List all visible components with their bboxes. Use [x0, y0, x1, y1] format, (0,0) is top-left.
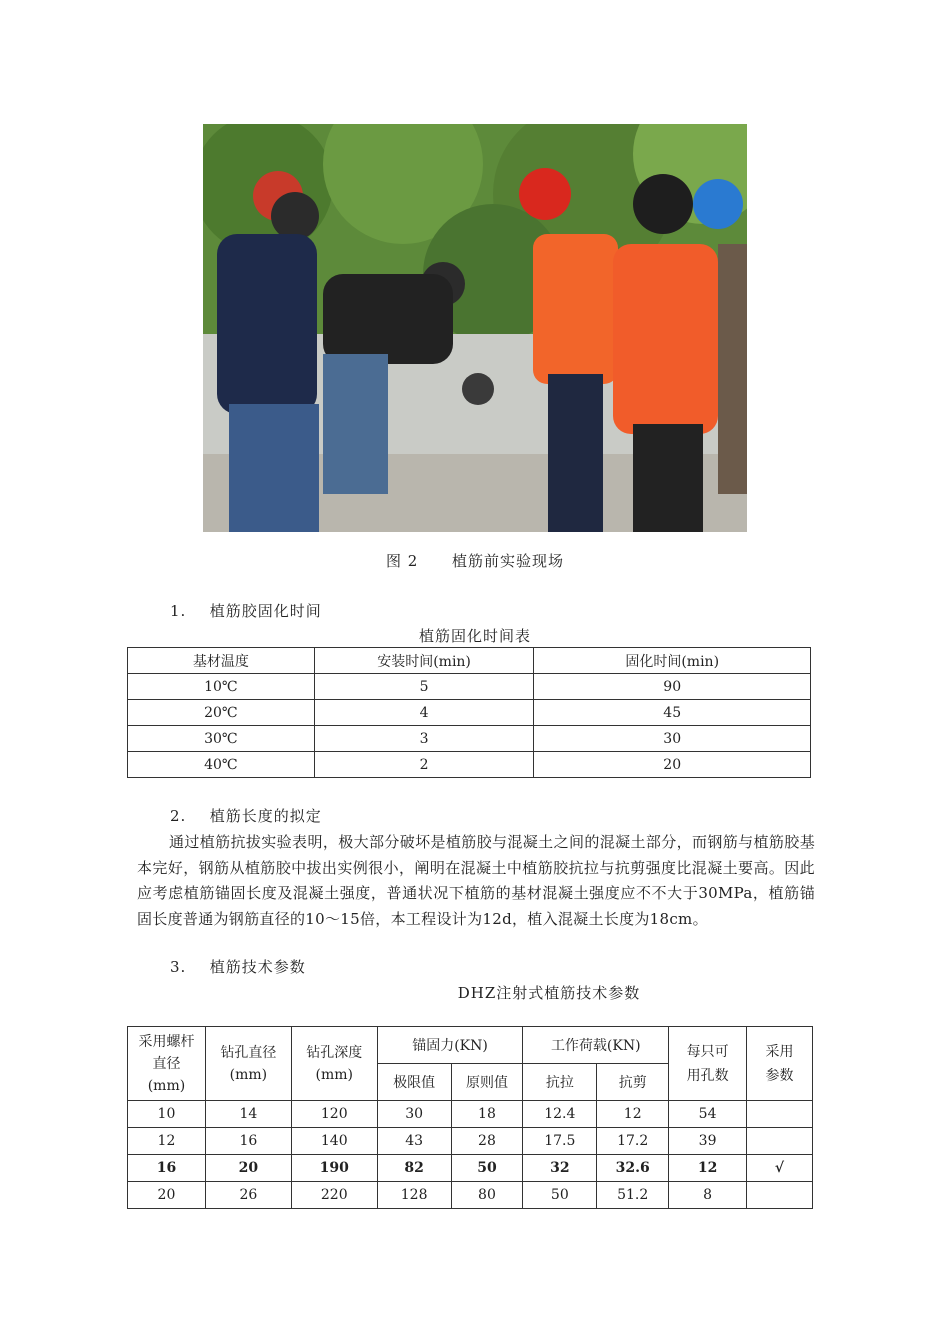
header-tension: 抗拉	[523, 1064, 597, 1101]
section-2-paragraph: 通过植筋抗拔实验表明，极大部分破坏是植筋胶与混凝土之间的混凝土部分，而钢筋与植筋胶基本完好，钢筋从植筋胶中拔出实例很小，阐明在混凝土中植筋胶抗拉与抗剪强度比混凝土要高。因此应考虑植筋锚固长度及混凝土强度，普通状况下植筋的基材混凝土强度应不不大于30MPa，植筋锚固长度普通为钢筋直径的10～15倍，本工程设计为12d，植入混凝土长度为18cm。	[137, 833, 815, 928]
table-cell: 43	[377, 1128, 451, 1155]
table-cell: 39	[669, 1128, 747, 1155]
table-row	[128, 674, 811, 700]
figure-number: 图 2	[385, 552, 419, 570]
table-cell: 50	[523, 1182, 597, 1209]
table-row	[128, 1128, 813, 1155]
section-2-number: 2.	[170, 807, 187, 825]
header-holes-per-unit: 每只可用孔数	[669, 1027, 747, 1101]
table-cell: 26	[205, 1182, 291, 1209]
table-header-row	[128, 648, 811, 674]
tech-table-title: DHZ注射式植筋技术参数	[457, 984, 641, 1002]
table-cell	[747, 1101, 813, 1128]
table-header-row	[128, 1027, 813, 1064]
table-cell: 3	[314, 726, 534, 752]
table-row	[128, 700, 811, 726]
table-row	[128, 752, 811, 778]
table-cell: 82	[377, 1155, 451, 1182]
header-drill-diameter: 钻孔直径(mm)	[205, 1027, 291, 1101]
table-cell: 140	[291, 1128, 377, 1155]
header-cell: 基材温度	[128, 648, 315, 674]
header-cell: 固化时间(min)	[534, 648, 811, 674]
table-cell: 5	[314, 674, 534, 700]
section-2-title: 植筋长度的拟定	[209, 807, 322, 825]
section-3-title: 植筋技术参数	[209, 958, 306, 976]
table-cell: 14	[205, 1101, 291, 1128]
table-cell: 90	[534, 674, 811, 700]
site-photo	[203, 124, 747, 532]
table-cell: 4	[314, 700, 534, 726]
table-cell: 12	[128, 1128, 206, 1155]
figure-caption	[0, 550, 950, 571]
table-cell: 12	[669, 1155, 747, 1182]
table-cell: 10	[128, 1101, 206, 1128]
table-cell: 12.4	[523, 1101, 597, 1128]
table-cell: 30	[377, 1101, 451, 1128]
section-1-number: 1.	[170, 602, 187, 620]
table-cell: 51.2	[597, 1182, 669, 1209]
table-cell: 8	[669, 1182, 747, 1209]
table-cell: 32.6	[597, 1155, 669, 1182]
table-cell: 16	[128, 1155, 206, 1182]
table-cell: 20	[205, 1155, 291, 1182]
table-cell	[747, 1128, 813, 1155]
table-cell: 32	[523, 1155, 597, 1182]
table-cell: 20	[534, 752, 811, 778]
header-anchor-limit: 极限值	[377, 1064, 451, 1101]
table-cell: 40℃	[128, 752, 315, 778]
header-drill-depth: 钻孔深度(mm)	[291, 1027, 377, 1101]
table-cell: 17.2	[597, 1128, 669, 1155]
table-cell: 54	[669, 1101, 747, 1128]
header-anchor-standard: 原则值	[451, 1064, 523, 1101]
table-cell: 28	[451, 1128, 523, 1155]
table-cell: 10℃	[128, 674, 315, 700]
header-adopted: 采用参数	[747, 1027, 813, 1101]
table-cell: 120	[291, 1101, 377, 1128]
table-cell: 17.5	[523, 1128, 597, 1155]
table-row	[128, 1101, 813, 1128]
table-cell: 50	[451, 1155, 523, 1182]
header-bolt-diameter: 采用螺杆直径(mm)	[128, 1027, 206, 1101]
table-cell: 30	[534, 726, 811, 752]
cure-table-title: 植筋固化时间表	[418, 627, 531, 645]
table-cell: 20℃	[128, 700, 315, 726]
section-2-heading	[170, 805, 322, 826]
table-cell: 18	[451, 1101, 523, 1128]
header-shear: 抗剪	[597, 1064, 669, 1101]
section-1-title: 植筋胶固化时间	[209, 602, 322, 620]
table-cell: 2	[314, 752, 534, 778]
table-cell: 20	[128, 1182, 206, 1209]
table-cell: 45	[534, 700, 811, 726]
table-cell: 190	[291, 1155, 377, 1182]
figure-title: 植筋前实验现场	[452, 552, 565, 570]
table-cell: 80	[451, 1182, 523, 1209]
table-cell: 128	[377, 1182, 451, 1209]
header-anchor-force: 锚固力(KN)	[377, 1027, 523, 1064]
table-cell: 30℃	[128, 726, 315, 752]
cure-time-table	[127, 647, 811, 778]
table-row-selected	[128, 1155, 813, 1182]
table-cell: 12	[597, 1101, 669, 1128]
section-3-heading	[170, 956, 306, 977]
table-cell: 16	[205, 1128, 291, 1155]
table-row	[128, 726, 811, 752]
header-cell: 安装时间(min)	[314, 648, 534, 674]
header-working-load: 工作荷载(KN)	[523, 1027, 669, 1064]
section-1-heading	[170, 600, 322, 621]
table-cell	[747, 1182, 813, 1209]
table-cell: 220	[291, 1182, 377, 1209]
tech-params-table	[127, 1026, 813, 1209]
section-3-number: 3.	[170, 958, 187, 976]
checkmark-cell: √	[747, 1155, 813, 1182]
table-row	[128, 1182, 813, 1209]
